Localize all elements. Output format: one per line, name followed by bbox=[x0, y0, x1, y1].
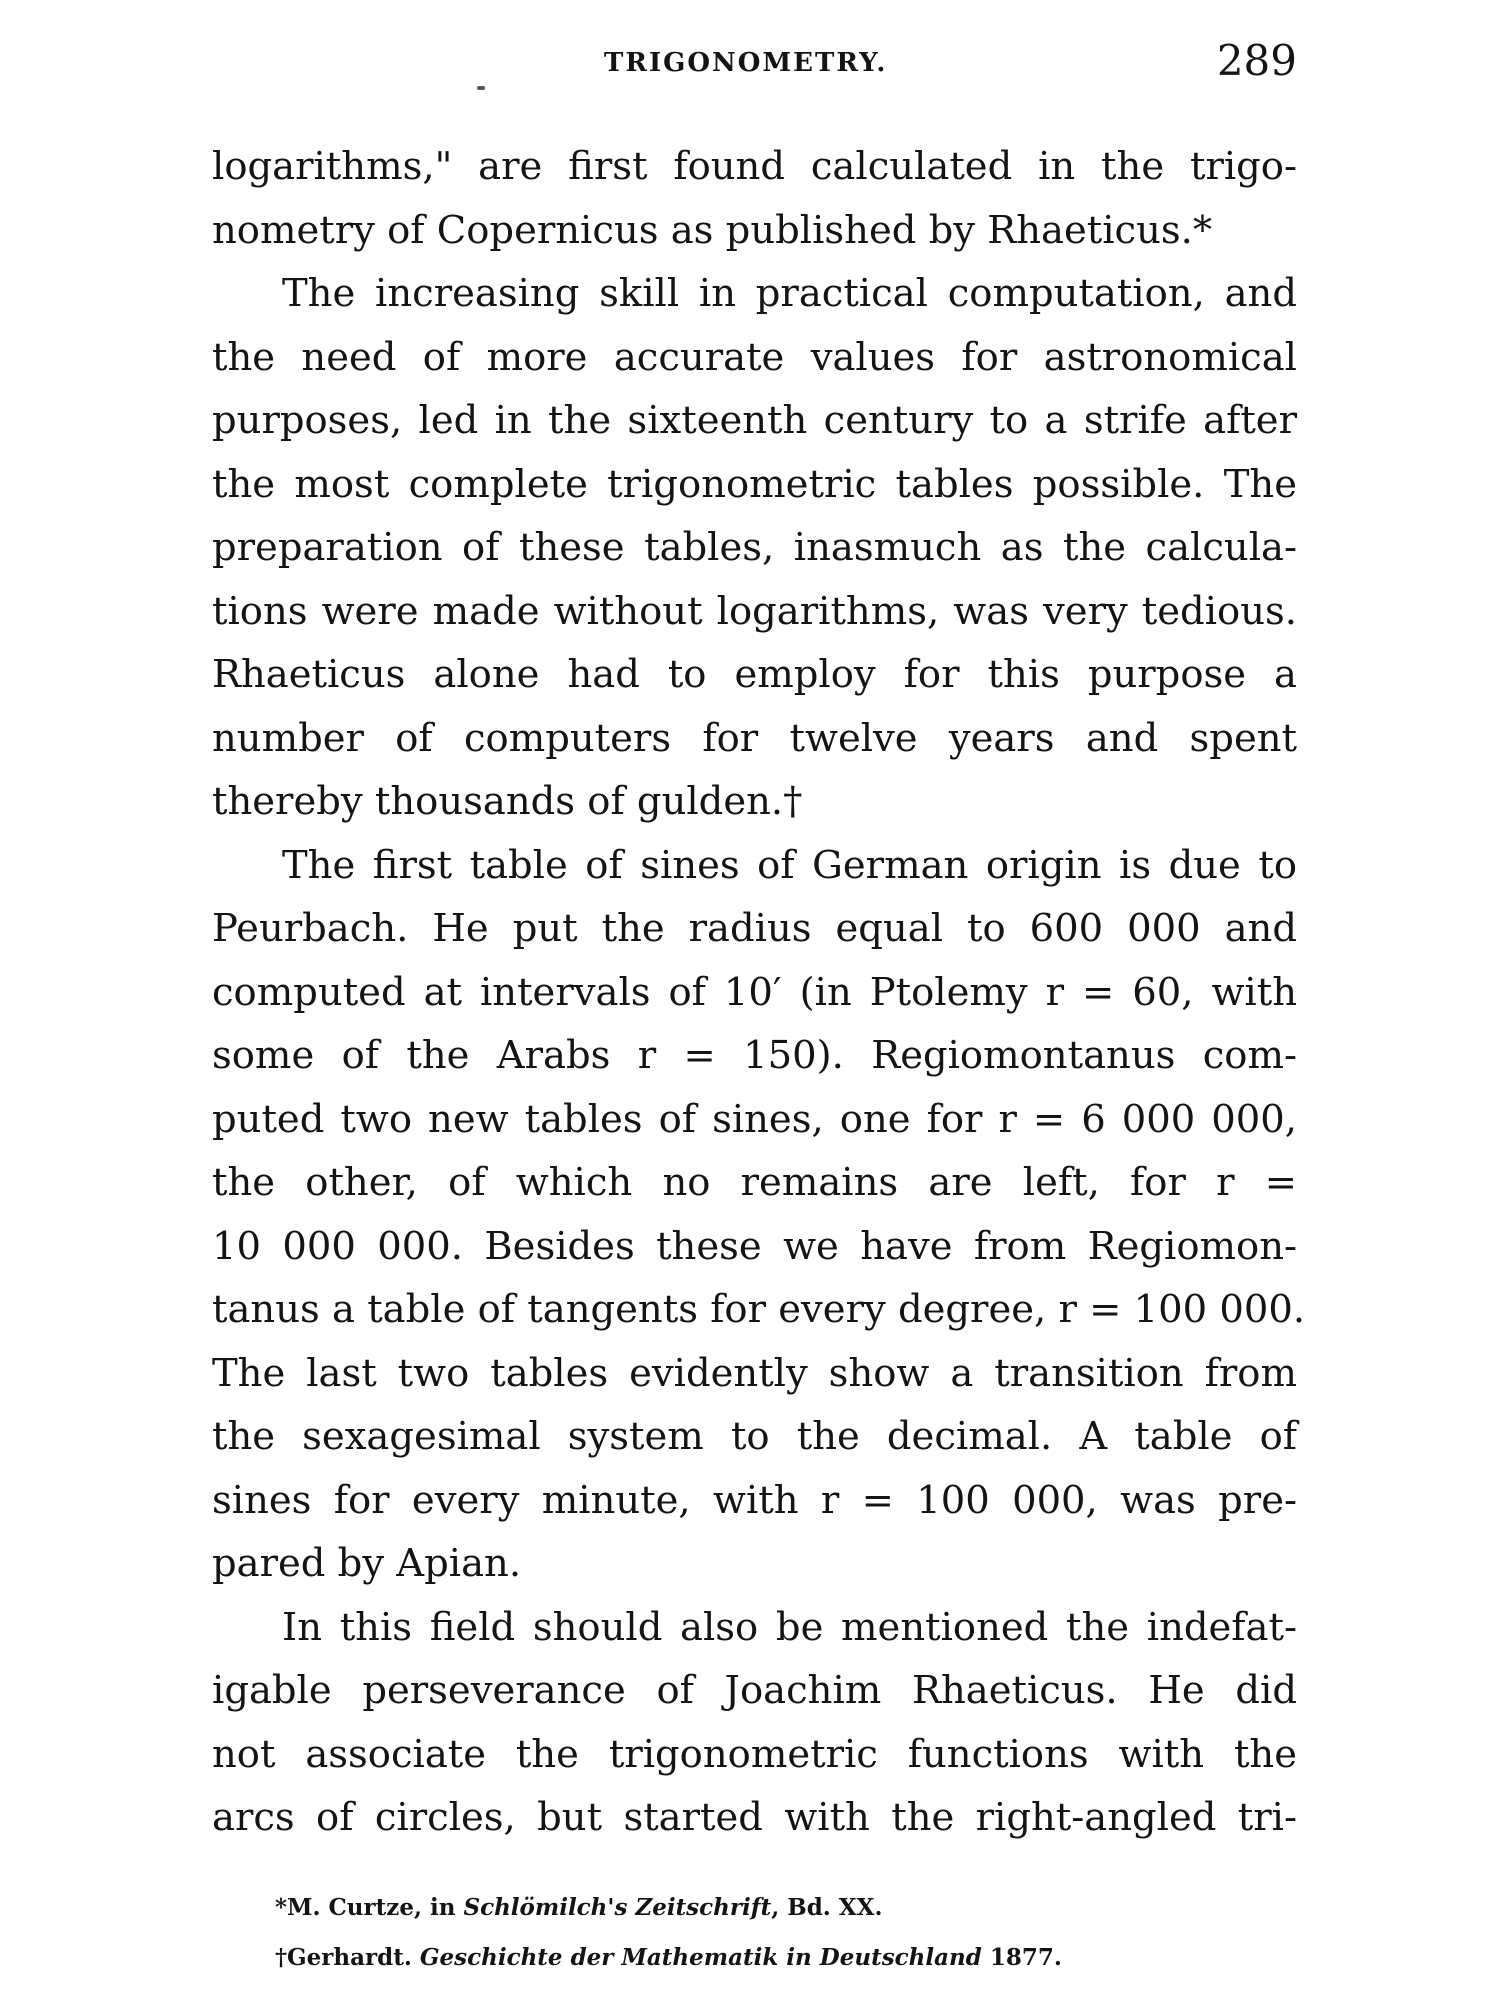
running-title: TRIGONOMETRY. bbox=[604, 48, 888, 78]
footnote-author: M. Curtze, in bbox=[287, 1894, 464, 1921]
text-line: the other, of which no remains are left, for r = bbox=[212, 1160, 1297, 1205]
print-speck bbox=[477, 86, 485, 90]
footnote bbox=[275, 1883, 1275, 1933]
text-line: The increasing skill in practical computation, and bbox=[282, 271, 1297, 316]
footnote-detail: 1877. bbox=[981, 1944, 1062, 1971]
text-line: purposes, led in the sixteenth century to a strife after bbox=[212, 398, 1297, 443]
text-line: sines for every minute, with r = 100 000, was pre- bbox=[212, 1477, 1297, 1523]
footnote bbox=[275, 1933, 1275, 1983]
footnote-work: Schlömilch's Zeitschrift bbox=[463, 1894, 772, 1921]
running-head bbox=[212, 36, 1297, 100]
text-line: thereby thousands of gulden.† bbox=[212, 779, 803, 824]
text-line: igable perseverance of Joachim Rhaeticus. He did bbox=[212, 1668, 1297, 1713]
text-line: not associate the trigonometric functions with the bbox=[212, 1731, 1297, 1777]
footnote-detail: , Bd. XX. bbox=[771, 1894, 883, 1921]
text-line: Peurbach. He put the radius equal to 600 000 and bbox=[212, 906, 1297, 951]
text-line: computed at intervals of 10′ (in Ptolemy r = 60, with bbox=[212, 969, 1297, 1015]
text-line: The first table of sines of German origin is due to bbox=[282, 842, 1297, 888]
footnote-marker: † bbox=[275, 1944, 288, 1971]
text-line: arcs of circles, but started with the right-angled tri- bbox=[212, 1795, 1297, 1840]
text-line: tions were made without logarithms, was very tedious. bbox=[212, 588, 1297, 634]
text-line: puted two new tables of sines, one for r = 6 000 000, bbox=[212, 1096, 1297, 1142]
text-line: the need of more accurate values for astronomical bbox=[212, 334, 1297, 380]
text-line: The last two tables evidently show a transition from bbox=[212, 1350, 1297, 1396]
footnote-marker: * bbox=[275, 1894, 288, 1921]
text-line: In this field should also be mentioned the indefat- bbox=[282, 1604, 1297, 1650]
footnotes bbox=[275, 1883, 1275, 1983]
body-text bbox=[212, 135, 1306, 1850]
text-line: the most complete trigonometric tables possible. The bbox=[212, 461, 1297, 507]
text-line: pared by Apian. bbox=[212, 1541, 522, 1586]
text-line: number of computers for twelve years and spent bbox=[212, 715, 1297, 761]
footnote-work: Geschichte der Mathematik in Deutschland bbox=[419, 1944, 982, 1971]
text-line: 10 000 000. Besides these we have from Regiomon- bbox=[212, 1223, 1297, 1269]
page-number: 289 bbox=[1216, 36, 1297, 85]
footnote-author: Gerhardt. bbox=[287, 1944, 420, 1971]
text-line: tanus a table of tangents for every degree, r = 100 000. bbox=[212, 1287, 1306, 1332]
text-line: some of the Arabs r = 150). Regiomontanus com- bbox=[212, 1033, 1297, 1078]
text-line: nometry of Copernicus as published by Rhaeticus.* bbox=[212, 207, 1213, 253]
text-line: the sexagesimal system to the decimal. A table of bbox=[212, 1414, 1297, 1459]
text-line: Rhaeticus alone had to employ for this purpose a bbox=[212, 652, 1297, 697]
text-line: preparation of these tables, inasmuch as the calcula- bbox=[212, 525, 1297, 570]
text-line: logarithms," are first found calculated in the trigo- bbox=[212, 144, 1297, 189]
